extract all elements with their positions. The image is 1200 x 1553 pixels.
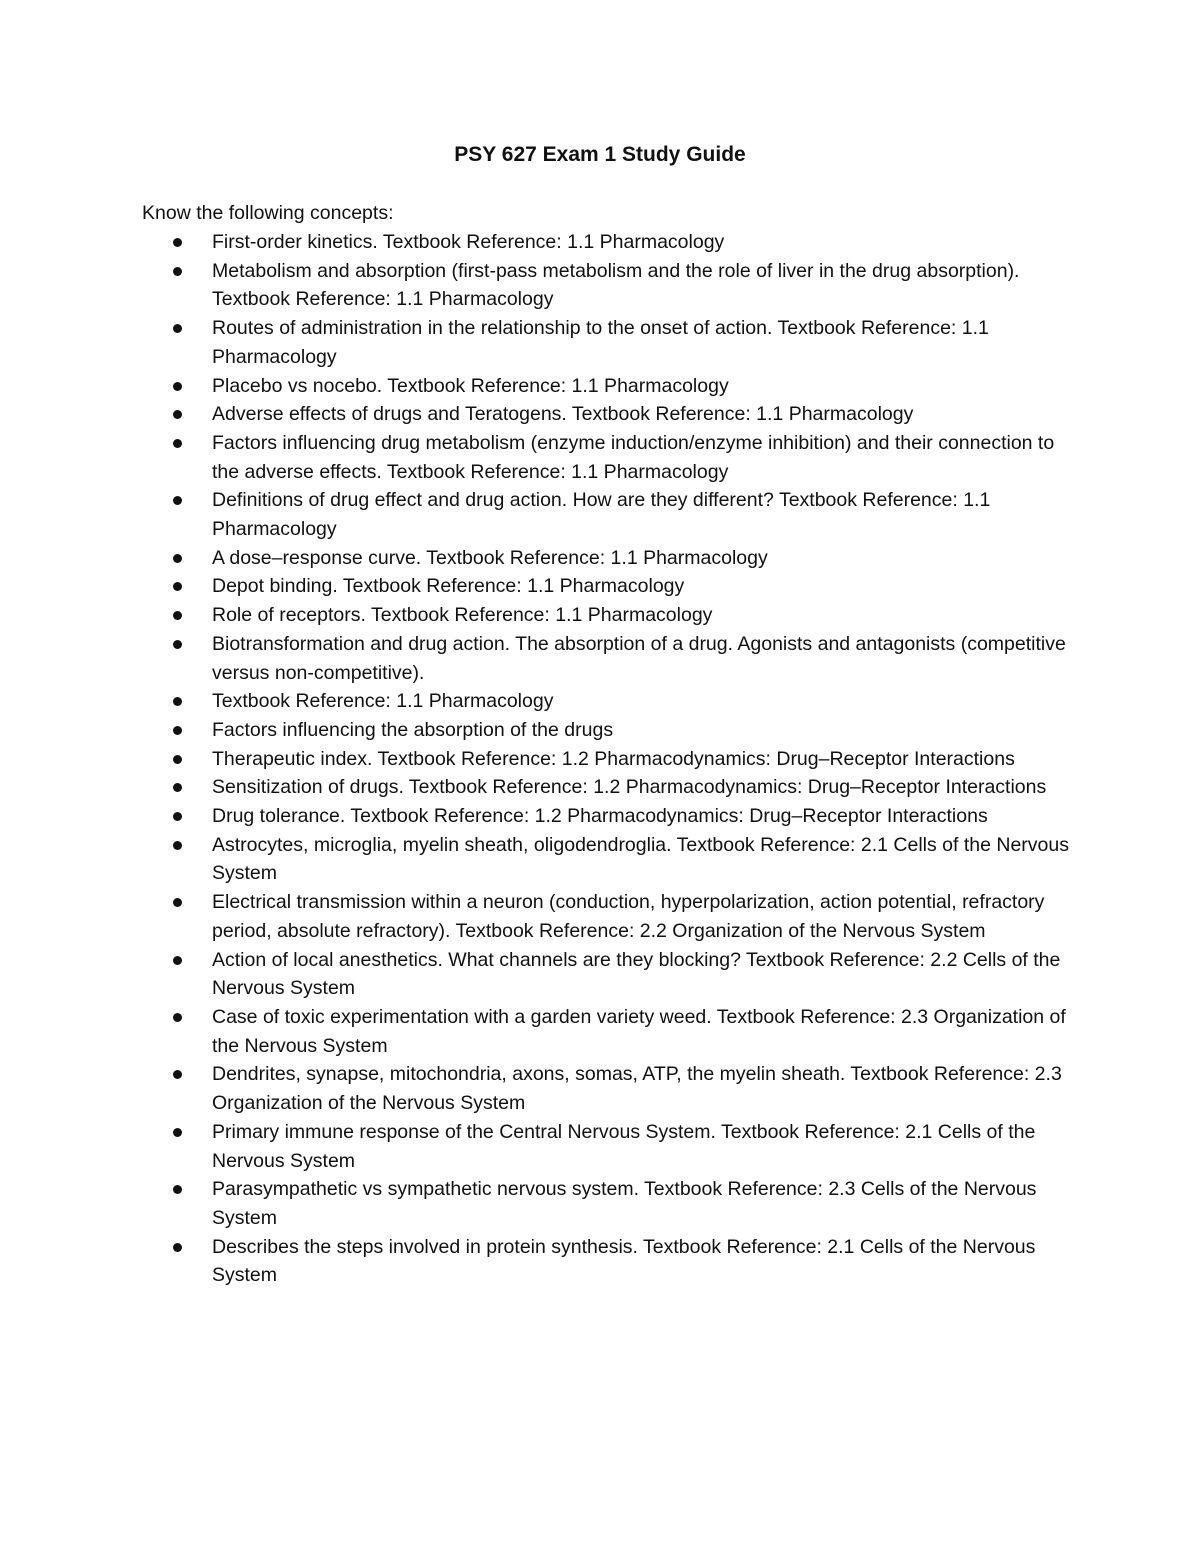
list-item	[173, 802, 1073, 831]
list-item-text: Role of receptors. Textbook Reference: 1.1 Pharmacology	[212, 604, 713, 627]
bullet-icon	[173, 956, 182, 965]
bullet-icon	[173, 324, 182, 333]
list-item	[173, 372, 1073, 401]
bullet-icon	[173, 755, 182, 764]
list-item-text: First-order kinetics. Textbook Reference: 1.1 Pharmacology	[212, 231, 725, 253]
list-item	[173, 544, 1073, 573]
bullet-icon	[173, 582, 182, 591]
bullet-icon	[173, 1128, 182, 1137]
bullet-icon	[173, 382, 182, 391]
list-item	[173, 831, 1073, 888]
list-item-text: Routes of administration in the relationship to the onset of action. Textbook Reference: 1.1 Pharmacology	[212, 317, 989, 368]
list-item-text: Factors influencing the absorption of the drugs	[212, 718, 614, 741]
list-item	[173, 1060, 1073, 1117]
list-item-text: Therapeutic index. Textbook Reference: 1.2 Pharmacodynamics: Drug–Receptor Interactions	[212, 747, 1015, 770]
list-item-text: Factors influencing drug metabolism (enzyme induction/enzyme inhibition) and their connection to the adverse effects. Textbook Reference: 1.1 Pharmacology	[212, 431, 1055, 483]
list-item-text: Definitions of drug effect and drug action. How are they different? Textbook Reference: 1.1 Pharmacology	[212, 489, 991, 541]
list-item-text: Primary immune response of the Central Nervous System. Textbook Reference: 2.1 Cells of the Nervous System	[212, 1120, 1036, 1172]
bullet-icon	[173, 554, 182, 563]
list-item	[173, 400, 1073, 429]
list-item	[173, 1003, 1073, 1060]
list-item-text: Dendrites, synapse, mitochondria, axons, somas, ATP, the myelin sheath. Textbook Reference: 2.3 Organization of the Nervous System	[212, 1063, 1062, 1115]
list-item	[173, 716, 1073, 745]
bullet-icon	[173, 267, 182, 276]
list-item-text: Sensitization of drugs. Textbook Reference: 1.2 Pharmacodynamics: Drug–Receptor Interactions	[212, 776, 1047, 799]
list-item	[173, 228, 1073, 257]
list-item-text: Metabolism and absorption (first-pass metabolism and the role of liver in the drug absorption). Textbook Reference: 1.1 Pharmacology	[212, 259, 1020, 311]
list-item-text: Drug tolerance. Textbook Reference: 1.2 Pharmacodynamics: Drug–Receptor Interactions	[212, 805, 988, 828]
list-item	[173, 687, 1073, 716]
bullet-icon	[173, 1243, 182, 1252]
list-item-text: Describes the steps involved in protein synthesis. Textbook Reference: 2.1 Cells of the Nervous System	[212, 1235, 1036, 1287]
list-item	[173, 630, 1073, 687]
bullet-icon	[173, 1185, 182, 1194]
bullet-icon	[173, 611, 182, 620]
list-item	[173, 1175, 1073, 1232]
list-item	[173, 572, 1073, 601]
list-item-text: Electrical transmission within a neuron (conduction, hyperpolarization, action potential, refractory period, absolute refractory). Textbook Reference: 2.2 Organization of the Nervous System	[212, 891, 1045, 942]
list-item	[173, 1118, 1073, 1175]
list-item	[173, 1233, 1073, 1290]
bullet-icon	[173, 726, 182, 735]
list-item-text: Placebo vs nocebo. Textbook Reference: 1.1 Pharmacology	[212, 374, 729, 397]
list-item-text: Depot binding. Textbook Reference: 1.1 Pharmacology	[212, 575, 685, 598]
bullet-icon	[173, 640, 182, 649]
bullet-icon	[173, 898, 182, 907]
list-item-text: Parasympathetic vs sympathetic nervous system. Textbook Reference: 2.3 Cells of the Nervous System	[212, 1178, 1037, 1229]
bullet-icon	[173, 841, 182, 850]
list-item	[173, 888, 1073, 945]
list-item-text: Action of local anesthetics. What channels are they blocking? Textbook Reference: 2.2 Cells of the Nervous System	[212, 948, 1061, 1000]
list-item	[173, 946, 1073, 1003]
list-item	[173, 773, 1073, 802]
bullet-icon	[173, 697, 182, 706]
bullet-icon	[173, 238, 182, 247]
list-item-text: A dose–response curve. Textbook Reference: 1.1 Pharmacology	[212, 546, 768, 569]
list-item	[173, 745, 1073, 774]
list-item-text: Biotransformation and drug action. The absorption of a drug. Agonists and antagonists (competitive versus non-competitive).	[212, 632, 1066, 684]
bullet-icon	[173, 439, 182, 448]
bullet-icon	[173, 496, 182, 505]
page-title: PSY 627 Exam 1 Study Guide	[454, 143, 746, 166]
list-item-text: Textbook Reference: 1.1 Pharmacology	[212, 690, 554, 713]
list-item-text: Case of toxic experimentation with a garden variety weed. Textbook Reference: 2.3 Organization of the Nervous System	[212, 1005, 1066, 1057]
concept-list	[173, 228, 1073, 1290]
list-item	[173, 257, 1073, 314]
bullet-icon	[173, 410, 182, 419]
list-item	[173, 429, 1073, 486]
list-item-text: Astrocytes, microglia, myelin sheath, oligodendroglia. Textbook Reference: 2.1 Cells of the Nervous System	[212, 833, 1069, 885]
bullet-icon	[173, 783, 182, 792]
list-item	[173, 314, 1073, 371]
intro-text: Know the following concepts:	[142, 202, 394, 224]
bullet-icon	[173, 1013, 182, 1022]
list-item	[173, 601, 1073, 630]
bullet-icon	[173, 1070, 182, 1079]
list-item	[173, 486, 1073, 543]
bullet-icon	[173, 812, 182, 821]
list-item-text: Adverse effects of drugs and Teratogens. Textbook Reference: 1.1 Pharmacology	[212, 403, 914, 426]
